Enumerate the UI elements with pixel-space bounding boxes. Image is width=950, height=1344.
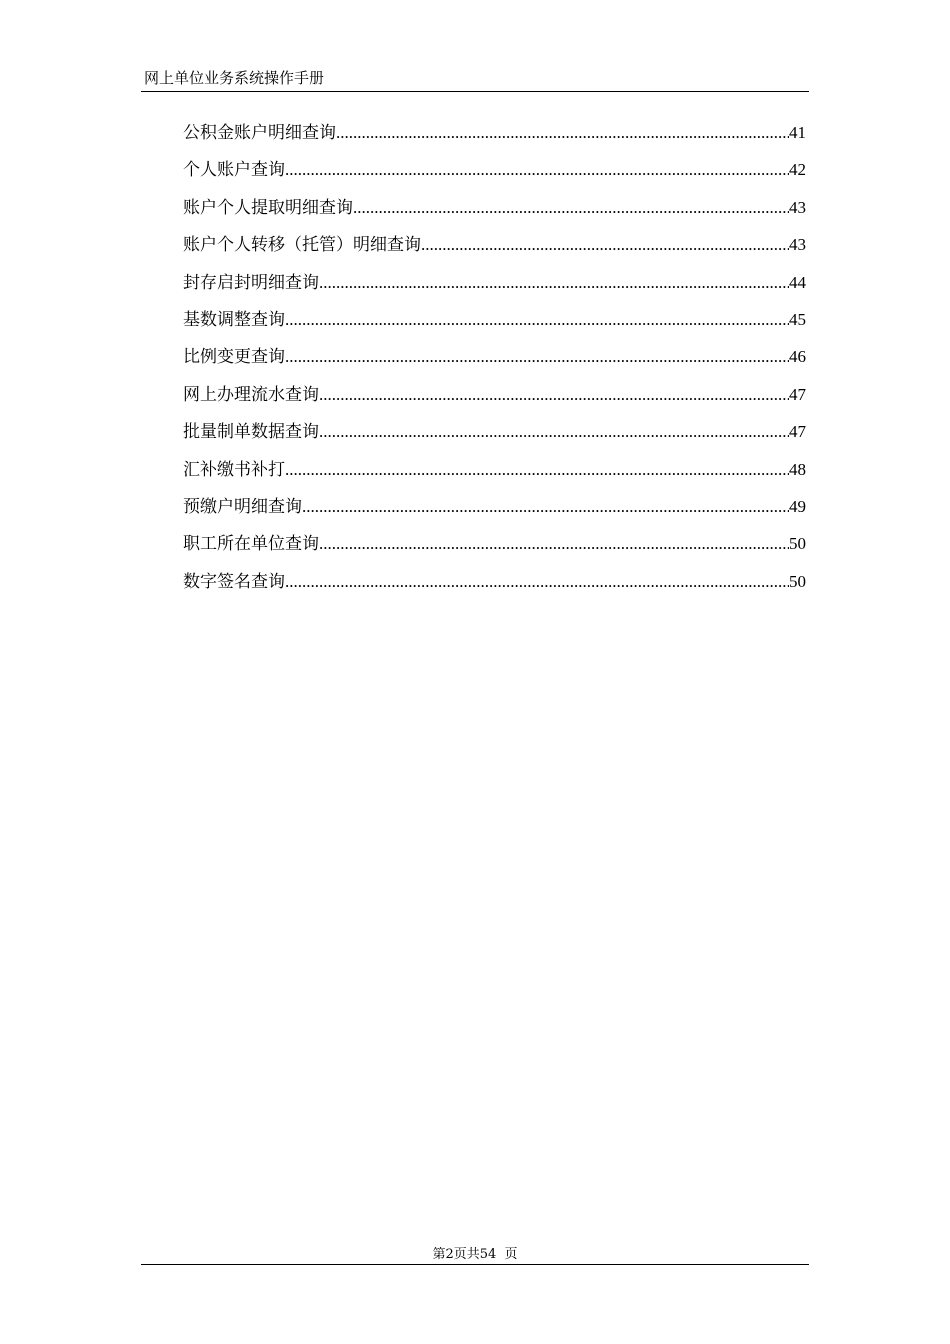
toc-entry-personal-account[interactable] xyxy=(183,156,806,193)
toc-entry-title: 预缴户明细查询 xyxy=(183,496,302,517)
toc-entry-title: 职工所在单位查询 xyxy=(183,534,319,555)
header-divider xyxy=(141,91,809,92)
toc-dot-leader xyxy=(319,530,789,558)
toc-dot-leader xyxy=(319,418,789,446)
toc-page-number: 46 xyxy=(789,347,806,367)
toc-page-number: 45 xyxy=(789,309,806,329)
toc-page-number: 49 xyxy=(789,496,806,516)
toc-entry-base-adjustment[interactable] xyxy=(183,306,806,343)
toc-entry-batch-data[interactable] xyxy=(183,418,806,455)
table-of-contents xyxy=(183,119,806,605)
toc-entry-prepaid-detail[interactable] xyxy=(183,493,806,530)
toc-entry-transfer-detail[interactable] xyxy=(183,231,806,268)
toc-dot-leader xyxy=(285,568,789,596)
toc-dot-leader xyxy=(302,493,789,521)
toc-dot-leader xyxy=(421,231,789,259)
toc-entry-title: 网上办理流水查询 xyxy=(183,384,319,405)
toc-page-number: 43 xyxy=(789,235,806,255)
toc-entry-title: 账户个人提取明细查询 xyxy=(183,197,353,218)
toc-entry-title: 数字签名查询 xyxy=(183,571,285,592)
toc-page-number: 41 xyxy=(789,123,806,142)
toc-page-number: 47 xyxy=(789,422,806,442)
toc-entry-account-detail[interactable] xyxy=(183,119,806,156)
document-title: 网上单位业务系统操作手册 xyxy=(144,69,325,87)
toc-entry-title: 封存启封明细查询 xyxy=(183,272,319,293)
toc-entry-online-transactions[interactable] xyxy=(183,381,806,418)
toc-entry-title: 基数调整查询 xyxy=(183,309,285,330)
toc-page-number: 48 xyxy=(789,459,806,479)
toc-page-number: 50 xyxy=(789,534,806,554)
toc-entry-digital-signature[interactable] xyxy=(183,568,806,605)
toc-entry-seal-unseal-detail[interactable] xyxy=(183,269,806,306)
toc-dot-leader xyxy=(285,156,789,184)
toc-entry-title: 批量制单数据查询 xyxy=(183,422,319,443)
toc-page-number: 47 xyxy=(789,384,806,404)
toc-dot-leader xyxy=(285,456,789,484)
toc-dot-leader xyxy=(285,306,789,334)
toc-entry-title: 个人账户查询 xyxy=(183,160,285,181)
toc-dot-leader xyxy=(319,381,789,409)
toc-dot-leader xyxy=(353,194,789,222)
toc-page-number: 42 xyxy=(789,160,806,180)
footer-divider xyxy=(141,1264,809,1265)
toc-dot-leader xyxy=(319,269,789,297)
toc-page-number: 50 xyxy=(789,571,806,591)
toc-entry-reprint[interactable] xyxy=(183,456,806,493)
toc-page-number: 44 xyxy=(789,272,806,292)
toc-page-number: 43 xyxy=(789,197,806,217)
toc-entry-employee-employer[interactable] xyxy=(183,530,806,567)
page-number-label: 第2页共54 页 xyxy=(432,1247,518,1262)
toc-dot-leader xyxy=(336,119,789,147)
toc-entry-withdrawal-detail[interactable] xyxy=(183,194,806,231)
toc-entry-ratio-change[interactable] xyxy=(183,343,806,380)
toc-entry-title: 汇补缴书补打 xyxy=(183,459,285,480)
toc-entry-title: 公积金账户明细查询 xyxy=(183,123,336,143)
toc-entry-title: 比例变更查询 xyxy=(183,347,285,368)
toc-dot-leader xyxy=(285,343,789,371)
toc-entry-title: 账户个人转移（托管）明细查询 xyxy=(183,235,421,256)
